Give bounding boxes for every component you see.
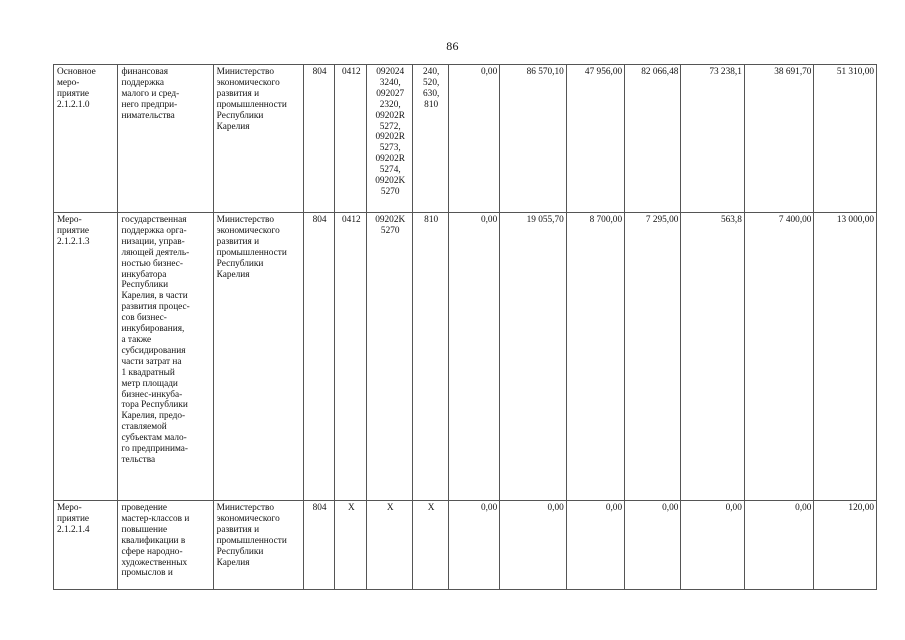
value-cell-1: 0,00 (449, 501, 500, 590)
measure-name-cell: финансовая поддержка малого и сред- него предпри- нимательства (118, 65, 213, 213)
value-cell-4: 0,00 (625, 501, 681, 590)
grbs-cell: 804 (303, 65, 335, 213)
csr-cell: 09202K 5270 (367, 213, 413, 501)
value-cell-3: 8 700,00 (566, 213, 624, 501)
value-cell-7: 13 000,00 (814, 213, 877, 501)
measure-name-cell: государственная поддержка орга- низации, управ- ляющей деятель- ностью бизнес- инкубатора Республики Карелия, в части развития процес- сов бизнес- инкубирования, а также субсидирования части затрат на 1 квадратный метр площади бизнес-инкуба- тора Республики Карелия, предо- ставляемой субъектам мало- го предпринима- тельства (118, 213, 213, 501)
value-cell-7: 51 310,00 (814, 65, 877, 213)
measure-code-cell: Основное меро- приятие 2.1.2.1.0 (54, 65, 118, 213)
value-cell-4: 82 066,48 (625, 65, 681, 213)
measure-name-cell: проведение мастер-классов и повышение квалификации в сфере народно- художественных промыслов и (118, 501, 213, 590)
table-row (54, 65, 877, 213)
value-cell-4: 7 295,00 (625, 213, 681, 501)
grbs-cell: 804 (303, 501, 335, 590)
value-cell-2: 86 570,10 (500, 65, 567, 213)
budget-table (53, 64, 877, 590)
executor-cell: Министерство экономического развития и промышленности Республики Карелия (213, 501, 303, 590)
rzpr-cell: 0412 (335, 65, 367, 213)
rzpr-cell: X (335, 501, 367, 590)
csr-cell: X (367, 501, 413, 590)
value-cell-2: 0,00 (500, 501, 567, 590)
value-cell-2: 19 055,70 (500, 213, 567, 501)
value-cell-3: 47 956,00 (566, 65, 624, 213)
value-cell-6: 7 400,00 (744, 213, 814, 501)
csr-cell: 092024 3240, 092027 2320, 09202R 5272, 09202R 5273, 09202R 5274, 09202K 5270 (367, 65, 413, 213)
table-row (54, 213, 877, 501)
executor-cell: Министерство экономического развития и промышленности Республики Карелия (213, 213, 303, 501)
value-cell-1: 0,00 (449, 213, 500, 501)
measure-code-cell: Меро- приятие 2.1.2.1.4 (54, 501, 118, 590)
executor-cell: Министерство экономического развития и промышленности Республики Карелия (213, 65, 303, 213)
vr-cell: 240, 520, 630, 810 (413, 65, 449, 213)
vr-cell: X (413, 501, 449, 590)
table-row (54, 501, 877, 590)
vr-cell: 810 (413, 213, 449, 501)
value-cell-3: 0,00 (566, 501, 624, 590)
value-cell-6: 38 691,70 (744, 65, 814, 213)
value-cell-1: 0,00 (449, 65, 500, 213)
value-cell-5: 73 238,1 (681, 65, 744, 213)
measure-code-cell: Меро- приятие 2.1.2.1.3 (54, 213, 118, 501)
value-cell-6: 0,00 (744, 501, 814, 590)
rzpr-cell: 0412 (335, 213, 367, 501)
value-cell-5: 563,8 (681, 213, 744, 501)
grbs-cell: 804 (303, 213, 335, 501)
value-cell-7: 120,00 (814, 501, 877, 590)
value-cell-5: 0,00 (681, 501, 744, 590)
page-number: 86 (446, 39, 459, 53)
